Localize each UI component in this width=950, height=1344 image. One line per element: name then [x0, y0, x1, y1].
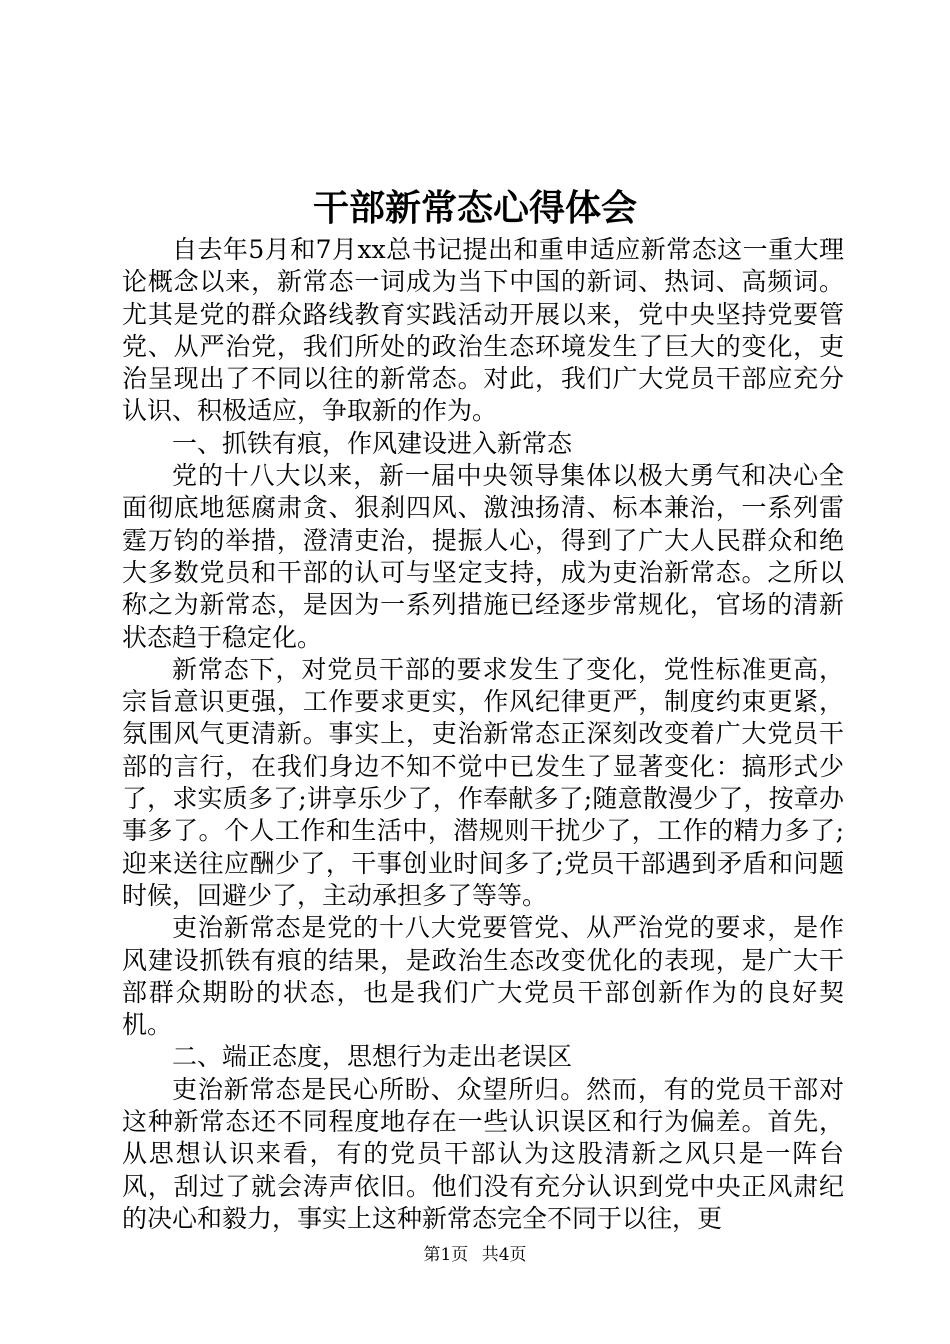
paragraph-section1-a: 党的十八大以来，新一届中央领导集体以极大勇气和决心全面彻底地惩腐肃贪、狠刹四风、激浊扬清、标本兼治，一系列雷霆万钧的举措，澄清吏治，提振人心，得到了广大人民群众和绝大多数党员和干部的认可与坚定支持，成为吏治新常态。之所以称之为新常态，是因为一系列措施已经逐步常规化，官场的清新状态趋于稳定化。 — [122, 461, 844, 652]
paragraph-section2-a: 吏治新常态是民心所盼、众望所归。然而，有的党员干部对这种新常态还不同程度地存在一些认识误区和行为偏差。首先，从思想认识来看，有的党员干部认为这股清新之风只是一阵台风，刮过了就会涛声依旧。他们没有充分认识到党中央正风肃纪的决心和毅力，事实上这种新常态完全不同于以往，更 — [122, 1074, 844, 1233]
document-title: 干部新常态心得体会 — [312, 187, 637, 229]
page-total: 共4页 — [481, 1245, 527, 1265]
paragraph-intro: 自去年5月和7月xx总书记提出和重申适应新常态这一重大理论概念以来，新常态一词成为当下中国的新词、热词、高频词。尤其是党的群众路线教育实践活动开展以来，党中央坚持党要管党、从严治党，我们所处的政治生态环境发生了巨大的变化，吏治呈现出了不同以往的新常态。对此，我们广大党员干部应充分认识、积极适应，争取新的作为。 — [122, 235, 844, 426]
paragraph-section1-c: 吏治新常态是党的十八大党要管党、从严治党的要求，是作风建设抓铁有痕的结果，是政治生态改变优化的表现，是广大干部群众期盼的状态，也是我们广大党员干部创新作为的良好契机。 — [122, 913, 844, 1040]
paragraph-section1-b: 新常态下，对党员干部的要求发生了变化，党性标准更高，宗旨意识更强，工作要求更实，作风纪律更严，制度约束更紧，氛围风气更清新。事实上，吏治新常态正深刻改变着广大党员干部的言行，在我们身边不知不觉中已发生了显著变化：搞形式少了，求实质多了;讲享乐少了，作奉献多了;随意散漫少了，按章办事多了。个人工作和生活中，潜规则干扰少了，工作的精力多了;迎来送往应酬少了，干事创业时间多了;党员干部遇到矛盾和问题时候，回避少了，主动承担多了等等。 — [122, 654, 844, 910]
page-number: 第1页 — [423, 1245, 469, 1265]
document-body — [122, 234, 844, 1235]
section-heading-2: 二、端正态度，思想行为走出老误区 — [172, 1042, 573, 1072]
section-heading-1: 一、抓铁有痕，作风建设进入新常态 — [172, 428, 573, 458]
page-footer — [0, 1243, 950, 1267]
